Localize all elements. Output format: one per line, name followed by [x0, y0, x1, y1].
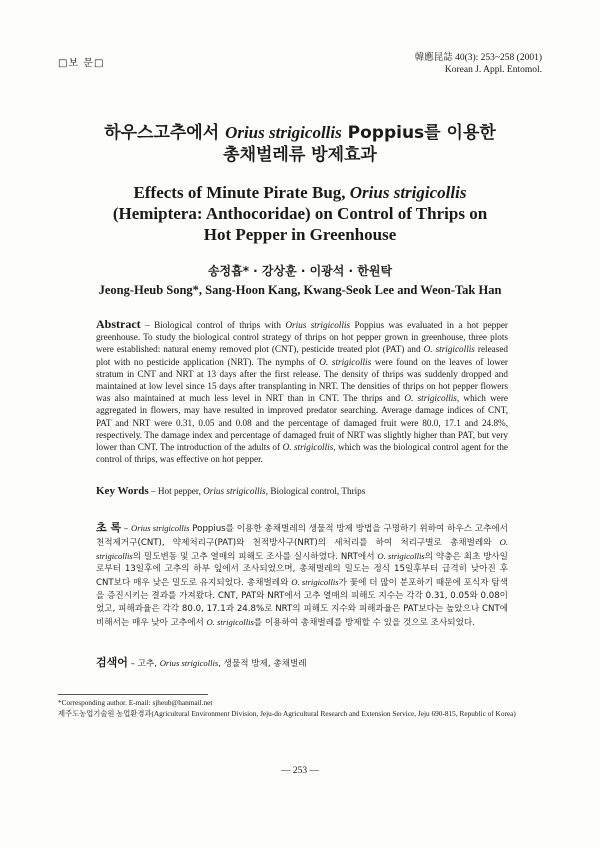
page-number: — 253 —	[281, 766, 319, 776]
korean-abstract-species: Orius strigicollis	[130, 523, 190, 533]
korean-abstract-text: Poppius를 이용한 총채벌레의 생물적 방제 방법을 구명하기 위하여 하우스 고추에서 천적제거구(CNT), 약제처리구(PAT)와 천적방사구(NRT)의 세처리를 하여 처리구별로 총채벌레와	[96, 524, 508, 548]
english-title-line1: Effects of Minute Pirate Bug,	[133, 183, 350, 202]
abstract-text: released plot with no pesticide application (NRT). The nymphs of	[96, 344, 509, 367]
korean-abstract-text: 의 약충은 최초 방사일로부터 13일후에 고추의 하부 잎에서 조사되었으며, 총채벌레의 밀도는 정식 15일후부터 급격히 낮아진 후 CNT보다 매우 낮은 밀도로 유지되었다. 총채벌레와	[96, 551, 508, 589]
korean-abstract-label: 초 록	[96, 521, 122, 534]
korean-title-line2: 총채벌레류 방제효과	[223, 145, 377, 165]
english-title-line3: Hot Pepper in Greenhouse	[203, 225, 397, 244]
journal-citation	[415, 52, 542, 76]
korean-keywords-text: , 생물적 방제, 총채벌레	[218, 659, 307, 669]
footnote-divider	[58, 694, 208, 695]
abstract-text: were found on the leaves of lower stratum in CNT and NRT at 13 days after the first release. The density of thrips was suddenly dropped and maintained at low level since 15 days after transplanting in NRT. The densities of thrips on hot pepper flowers was also maintained at much less level in NRT than in CNT. The thrips and	[96, 356, 508, 404]
footnotes	[58, 698, 542, 719]
korean-abstract-species: O. strigicollis	[291, 577, 339, 588]
korean-authors: 송정흡* · 강상훈 · 이광석 · 한원탁	[207, 264, 393, 278]
korean-abstract-species: O. strigicollis	[96, 536, 508, 561]
korean-keywords-species: Orius strigicollis	[159, 658, 219, 668]
keywords-text: – Hot pepper,	[148, 486, 204, 496]
corresponding-author-note: *Corresponding author. E-mail: sjheub@hanmail.net	[58, 698, 213, 707]
abstract-text: – Biological control of thrips with	[140, 320, 286, 330]
journal-korean: 韓應昆誌 40(3): 253~258 (2001)	[414, 53, 542, 63]
korean-abstract-species: O. strigicollis	[377, 550, 425, 561]
korean-title-species: Orius strigicollis	[225, 123, 342, 142]
english-abstract	[96, 318, 508, 465]
abstract-species: O. strigicollis	[282, 442, 334, 453]
keywords-species: Orius strigicollis	[203, 486, 266, 496]
abstract-label: Abstract	[96, 317, 141, 331]
abstract-species: O. strigicollis	[423, 344, 475, 355]
english-authors: Jeong-Heub Song*, Sang-Hoon Kang, Kwang-Seok Lee and Weon-Tak Han	[98, 283, 502, 297]
abstract-species: O. strigicollis	[319, 356, 372, 367]
abstract-text: , which were aggregated in flowers, may have resulted in improved predator searching. Average damage indices of CNT, PAT and NRT were 0.31, 0.05 and 0.08 and the percentage of damaged fruit were 80.0, 17.1 and 24.8%, respectively. The damage index and percentage of damaged fruit of NRT was slightly higher than PAT, but very lower than CNT. The introduction of the adults of	[96, 393, 508, 453]
abstract-species: Orius strigicollis	[285, 320, 351, 330]
korean-abstract-text: 가 꽃에 더 많이 분포하기 때문에 포식자 탐색을 증진시키는 결과를 가져왔다. CNT, PAT와 NRT에서 고추 열매의 피해도 지수는 각각 0.31, 0.05와 0.08이었고, 피해과율은 각각 80.0, 17.1과 24.8%로 NRT의 피해도 지수와 피해과율은 PAT보다는 높았으나 CNT에 비해서는 매우 낮아 고추에서	[96, 578, 508, 628]
english-keywords	[96, 485, 508, 497]
journal-english: Korean J. Appl. Entomol.	[444, 65, 542, 75]
abstract-text: , which was the biological control agent for the control of thrips, was effective on hot pepper.	[96, 442, 508, 465]
korean-abstract-text: –	[121, 524, 131, 534]
korean-title	[40, 122, 560, 166]
english-title-line2: (Hemiptera: Anthocoridae) on Control of Thrips on	[112, 204, 488, 223]
abstract-species: O. strigicollis	[404, 393, 457, 404]
english-title-species: Orius strigicollis	[349, 183, 467, 202]
korean-title-pre: 하우스고추에서	[104, 123, 226, 143]
korean-abstract-species: O. strigicollis	[206, 616, 254, 627]
korean-keywords-text: – 고추,	[127, 659, 160, 669]
article-type-label: □보 문□	[58, 58, 105, 69]
korean-abstract-text: 의 밀도변동 및 고추 열매의 피해도 조사를 실시하였다. NRT에서	[132, 551, 378, 562]
korean-title-post: Poppius를 이용한	[341, 123, 496, 143]
korean-abstract-text: 를 이용하여 총채벌레를 방제할 수 있을 것으로 조사되었다.	[253, 617, 475, 628]
keywords-label: Key Words	[96, 485, 149, 497]
abstract-text: Poppius was evaluated in a hot pepper greenhouse. To study the biological control strategy of thrips on hot pepper grown in greenhouse, three plots were established: natural enemy removed plot (CNT), pesticide treated plot (PAT) and	[96, 320, 508, 355]
korean-keywords	[96, 654, 508, 670]
english-title	[40, 182, 560, 245]
korean-keywords-label: 검색어	[96, 656, 128, 669]
korean-abstract	[96, 522, 508, 629]
affiliation-note: 제주도농업기술원 농업환경과(Agricultural Environment Division, Jeju-do Agricultural Research and Extension Service, Jeju 690-815, Republic of Korea)	[58, 708, 516, 718]
keywords-text: , Biological control, Thrips	[265, 486, 366, 496]
